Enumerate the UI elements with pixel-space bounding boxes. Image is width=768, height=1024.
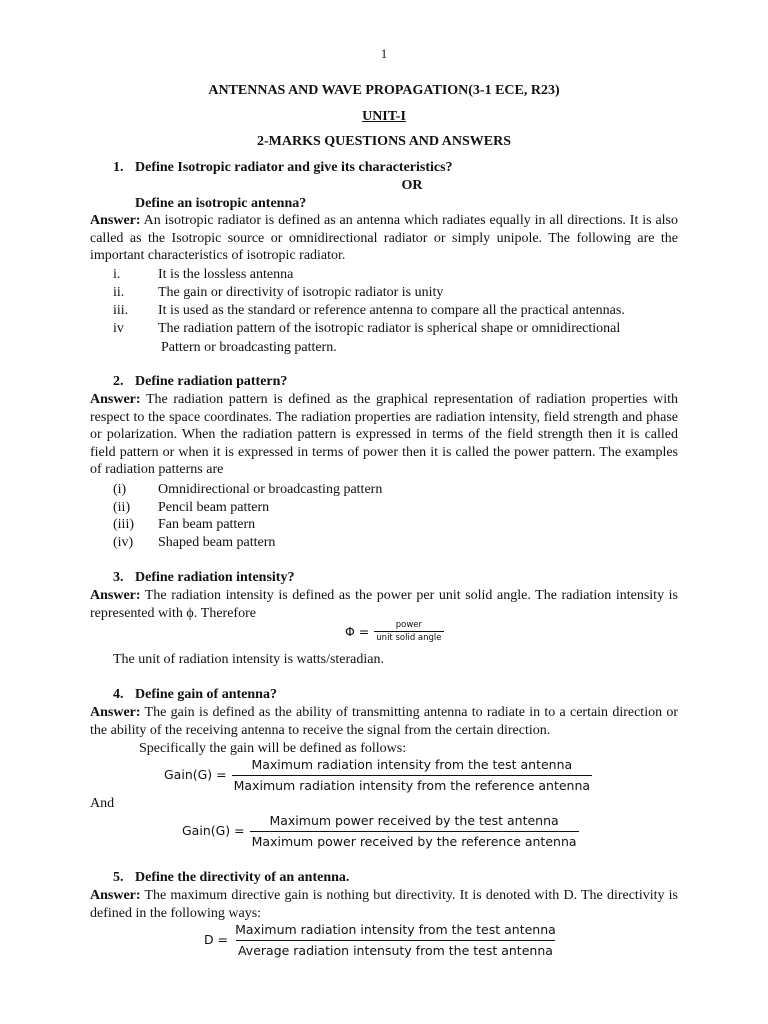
answer-5 (90, 887, 678, 922)
answer-label: Answer: (90, 588, 141, 603)
list-marker: (i) (113, 482, 127, 497)
list-item-continuation: Pattern or broadcasting pattern. (161, 340, 337, 355)
question-number: 5. (113, 870, 124, 885)
fraction-denominator: Average radiation intensuty from the test antenna (236, 940, 555, 960)
fraction (233, 921, 558, 959)
question-number: 2. (113, 374, 124, 389)
equation-lhs: Gain(G) = (182, 823, 245, 839)
unit-statement: The unit of radiation intensity is watts/steradian. (113, 652, 384, 667)
and-label: And (90, 796, 115, 811)
list-text: Omnidirectional or broadcasting pattern (158, 482, 383, 497)
page-number: 1 (380, 47, 388, 61)
question-1-alt: Define an isotropic antenna? (135, 196, 307, 211)
answer-label: Answer: (90, 888, 141, 903)
answer-text: The radiation intensity is defined as the power per unit solid angle. The radiation intensity is represented with ϕ. Therefore (90, 588, 678, 621)
gain-equation-1 (164, 756, 592, 794)
directivity-equation (204, 921, 558, 959)
answer-label: Answer: (90, 705, 141, 720)
answer-1 (90, 212, 678, 265)
fraction-denominator: Maximum power received by the reference antenna (250, 831, 579, 851)
question-text: Define Isotropic radiator and give its characteristics? (135, 160, 453, 175)
section-heading: 2-MARKS QUESTIONS AND ANSWERS (257, 134, 511, 149)
list-marker: i. (113, 267, 121, 282)
document-title: ANTENNAS AND WAVE PROPAGATION(3-1 ECE, R23) (208, 83, 560, 98)
gain-definition-intro: Specifically the gain will be defined as follows: (139, 741, 407, 756)
answer-2 (90, 391, 678, 479)
fraction-denominator: unit solid angle (376, 633, 442, 643)
list-text: It is used as the standard or reference antenna to compare all the practical antennas. (158, 303, 625, 318)
equation-lhs: Φ = (345, 623, 370, 639)
fraction-numerator: power (395, 620, 423, 630)
question-text: Define the directivity of an antenna. (135, 870, 350, 885)
fraction (250, 812, 579, 850)
unit-heading (0, 108, 768, 126)
question-5 (113, 869, 349, 887)
equation-lhs: D = (204, 932, 229, 948)
equation-lhs: Gain(G) = (164, 767, 227, 783)
list-marker: iv (113, 321, 124, 336)
question-text: Define radiation pattern? (135, 374, 288, 389)
fraction-denominator: Maximum radiation intensity from the reference antenna (232, 775, 592, 795)
question-text: Define gain of antenna? (135, 687, 277, 702)
list-marker: ii. (113, 285, 125, 300)
list-text: The radiation pattern of the isotropic radiator is spherical shape or omnidirectional (158, 321, 621, 336)
fraction-numerator: Maximum radiation intensity from the test antenna (235, 922, 556, 937)
question-4 (113, 686, 277, 704)
or-separator: OR (401, 178, 423, 193)
unit-label: UNIT-I (362, 109, 406, 124)
list-text: Pencil beam pattern (158, 500, 270, 515)
answer-label: Answer: (90, 213, 141, 228)
answer-text: The gain is defined as the ability of transmitting antenna to radiate in to a certain direction or the ability of the receiving antenna to receive the signal from the certain direction. (90, 705, 678, 738)
answer-label: Answer: (90, 392, 141, 407)
list-text: The gain or directivity of isotropic radiator is unity (158, 285, 444, 300)
list-marker: iii. (113, 303, 129, 318)
answer-3 (90, 587, 678, 622)
radiation-intensity-equation (345, 620, 444, 643)
fraction (374, 620, 443, 643)
fraction (232, 756, 592, 794)
fraction-numerator: Maximum power received by the test antenna (269, 813, 559, 828)
list-marker: (iv) (113, 535, 134, 550)
question-3 (113, 569, 294, 587)
question-number: 3. (113, 570, 124, 585)
question-number: 1. (113, 160, 124, 175)
list-marker: (ii) (113, 500, 131, 515)
answer-text: The radiation pattern is defined as the graphical representation of radiation properties with respect to the space coordinates. The radiation properties are radiation intensity, field strength and phase or polarization. When the radiation pattern is expressed in terms of the field strength then it is called field pattern or when it is expressed in terms of power then it is called the power pattern. The examples of radiation patterns are (90, 392, 678, 477)
answer-4 (90, 704, 678, 739)
question-1 (113, 159, 453, 177)
list-text: It is the lossless antenna (158, 267, 294, 282)
question-2 (113, 373, 287, 391)
question-text: Define radiation intensity? (135, 570, 295, 585)
list-text: Shaped beam pattern (158, 535, 276, 550)
question-number: 4. (113, 687, 124, 702)
fraction-numerator: Maximum radiation intensity from the test antenna (251, 757, 573, 772)
gain-equation-2 (182, 812, 579, 850)
list-marker: (iii) (113, 517, 134, 532)
answer-text: An isotropic radiator is defined as an antenna which radiates equally in all directions. It is also called as the Isotropic source or omnidirectional radiator or simply unipole. The following are the important characteristics of isotropic radiator. (90, 213, 678, 263)
answer-text: The maximum directive gain is nothing but directivity. It is denoted with D. The directivity is defined in the following ways: (90, 888, 678, 921)
list-text: Fan beam pattern (158, 517, 256, 532)
